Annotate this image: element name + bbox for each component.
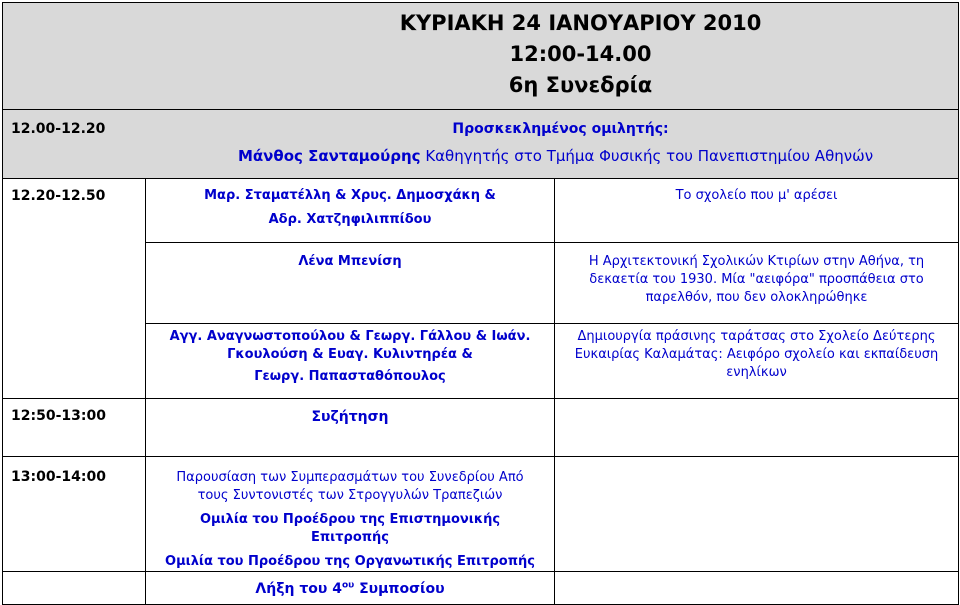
programme-table	[2, 2, 959, 605]
talk-row	[3, 243, 959, 324]
scientific-committee-speech: Ομιλία του Προέδρου της Επιστημονικής Επιτροπής	[199, 512, 501, 545]
closing-time: 13:00-14:00	[3, 457, 146, 572]
talk-title: Η Αρχιτεκτονική Σχολικών Κτιρίων στην Αθήνα, τη δεκαετία του 1930. Μία "αειφόρα" προσπάθεια στο παρελθόν, που δεν ολοκληρώθηκε	[555, 243, 959, 324]
talk-title: Δημιουργία πράσινης ταράτσας στο Σχολείο Δεύτερης Ευκαιρίας Καλαμάτας: Αειφόρο σχολείο και εκπαίδευση ενηλίκων	[555, 324, 959, 399]
session-header-row	[3, 3, 959, 110]
talk-authors: Αγγ. Αναγνωστοπούλου & Γεωργ. Γάλλου & Ιωάν. Γκουλούση & Ευαγ. Κυλιντηρέα & Γεωργ. Παπασταθόπουλος	[146, 324, 555, 399]
block-time: 12.20-12.50	[3, 179, 146, 399]
keynote-affiliation: Καθηγητής στο Τμήμα Φυσικής του Πανεπιστημίου Αθηνών	[420, 147, 874, 165]
session-title: 6η Συνεδρία	[508, 73, 653, 97]
end-row	[3, 572, 959, 605]
session-date: ΚΥΡΙΑΚΗ 24 ΙΑΝΟΥΑΡΙΟΥ 2010	[399, 11, 762, 35]
keynote-speaker-line	[3, 138, 958, 165]
session-time: 12:00-14.00	[509, 42, 652, 66]
symposium-end: Λήξη του $4^{o\upsilon}$ Συμποσίου	[146, 572, 555, 605]
closing-presentation: Παρουσίαση των Συμπερασμάτων του Συνεδρίου Από τους Συντονιστές των Στρογγυλών Τραπεζιών	[176, 470, 524, 503]
closing-items	[146, 457, 555, 572]
discussion-row	[3, 399, 959, 457]
keynote-label: Προσκεκλημένος ομιλητής:	[452, 121, 669, 137]
talk-authors: Μαρ. Σταματέλλη & Χρυς. Δημοσχάκη & Αδρ. Χατζηφιλιππίδου	[146, 179, 555, 243]
keynote-row	[3, 110, 959, 179]
discussion-time: 12:50-13:00	[3, 399, 146, 457]
talk-authors: Λένα Μπενίση	[146, 243, 555, 324]
talk-row	[3, 324, 959, 399]
keynote-speaker: Μάνθος Σανταμούρης	[237, 147, 421, 165]
talk-row	[3, 179, 959, 243]
talk-title: Το σχολείο που μ' αρέσει	[555, 179, 959, 243]
keynote-time: 12.00-12.20	[11, 121, 106, 137]
discussion-label: Συζήτηση	[146, 399, 555, 457]
organizing-committee-speech: Ομιλία του Προέδρου της Οργανωτικής Επιτροπής	[165, 554, 535, 569]
closing-row	[3, 457, 959, 572]
